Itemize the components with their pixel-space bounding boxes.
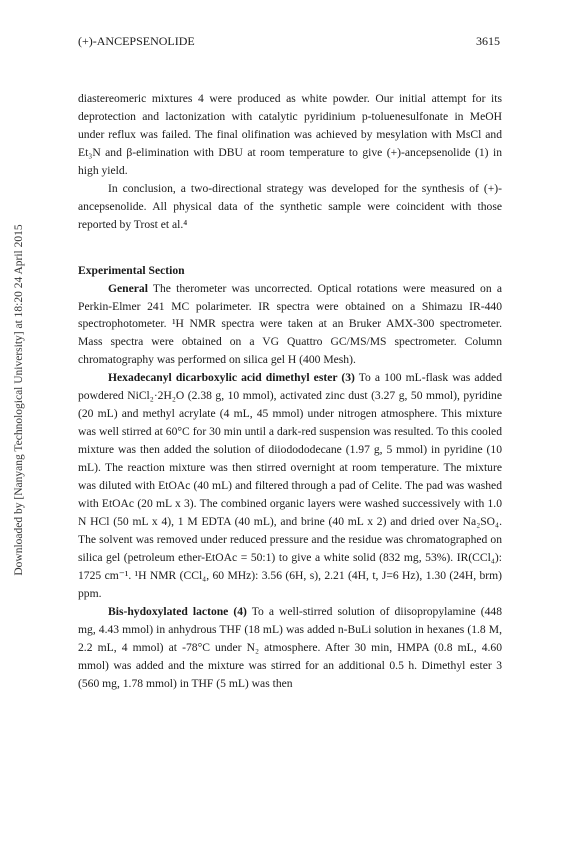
general-label: General: [108, 281, 148, 295]
section-spacer: [78, 234, 502, 262]
general-text: The therometer was uncorrected. Optical rotations were measured on a Perkin-Elmer 241 MC polarimeter. IR spectra were obtained on a Shimazu IR-440 spectrophotometer. ¹H NMR spectra were taken at an Bruker AMX-300 spectrometer. Mass spectra were obtained on a VG Quattro GC/MS/MS spectrometer. Column chromatography was performed on silica gel H (400 Mesh).: [78, 281, 502, 367]
lactone-4-label: Bis-hydoxylated lactone (4): [108, 604, 247, 618]
article-body: [78, 90, 502, 693]
lactone-4-text: To a well-stirred solution of diisopropylamine (448 mg, 4.43 mmol) in anhydrous THF (18 mL) was added n-BuLi solution in hexanes (1.8 M, 2.2 mL, 4 mmol) at -78°C under N₂ atmosphere. After 30 min, HMPA (0.8 mL, 4.60 mmol) was added and the mixture was stirred for an additional 0.5 h. Dimethyl ester 3 (560 mg, 1.78 mmol) in THF (5 mL) was then: [78, 604, 502, 690]
paragraph-lactone-4: [78, 603, 502, 693]
page-header: [78, 34, 500, 49]
paragraph-conclusion: In conclusion, a two-directional strategy was developed for the synthesis of (+)-ancepsenolide. All physical data of the synthetic sample were coincident with those reported by Trost et al.⁴: [78, 181, 502, 231]
ester-3-label: Hexadecanyl dicarboxylic acid dimethyl ester (3): [108, 371, 355, 385]
running-title: (+)-ANCEPSENOLIDE: [78, 34, 195, 48]
ester-3-text: To a 100 mL-flask was added powdered NiCl₂·2H₂O (2.38 g, 10 mmol), activated zinc dust (3.27 g, 50 mmol), pyridine (20 mL) and methyl acrylate (4 mL, 45 mmol) under nitrogen atmosphere. This mixture was well stirred at 60°C for 30 min until a dark-red suspension was resulted. To this cooled mixture was then added the solution of diiodododecane (1.97 g, 5 mmol) in pyridine (10 mL). The reaction mixture was then stirred overnight at room temperature. The mixture was diluted with EtOAc (40 mL) and filtered through a pad of Celite. The pad was washed with EtOAc (20 mL x 3). The combined organic layers were washed successively with 1.0 N HCl (50 mL x 4), 1 M EDTA (40 mL), and brine (40 mL x 2) and dried over Na₂SO₄. The solvent was removed under reduced pressure and the residue was chromatographed on silica gel (petroleum ether-EtOAc = 50:1) to give a white solid (832 mg, 53%). IR(CCl₄): 1725 cm⁻¹. ¹H NMR (CCl₄, 60 MHz): 3.56 (6H, s), 2.21 (4H, t, J=6 Hz), 1.30 (24H, brm) ppm.: [78, 371, 502, 600]
download-watermark: [10, 150, 28, 650]
page-number: 3615: [476, 34, 500, 48]
paragraph-ester-3: [78, 369, 502, 602]
paragraph-results: diastereomeric mixtures 4 were produced as white powder. Our initial attempt for its deprotection and lactonization with catalytic pyridinium p-toluenesulfonate in MeOH under reflux was failed. The final olifination was achieved by mesylation with MsCl and Et₃N and β-elimination with DBU at room temperature to give (+)-ancepsenolide (1) in high yield.: [78, 92, 502, 177]
paragraph-general: [78, 280, 502, 370]
section-title: Experimental Section: [78, 263, 185, 277]
download-note: Downloaded by [Nanyang Technological University] at 18:20 24 April 2015: [13, 224, 25, 576]
